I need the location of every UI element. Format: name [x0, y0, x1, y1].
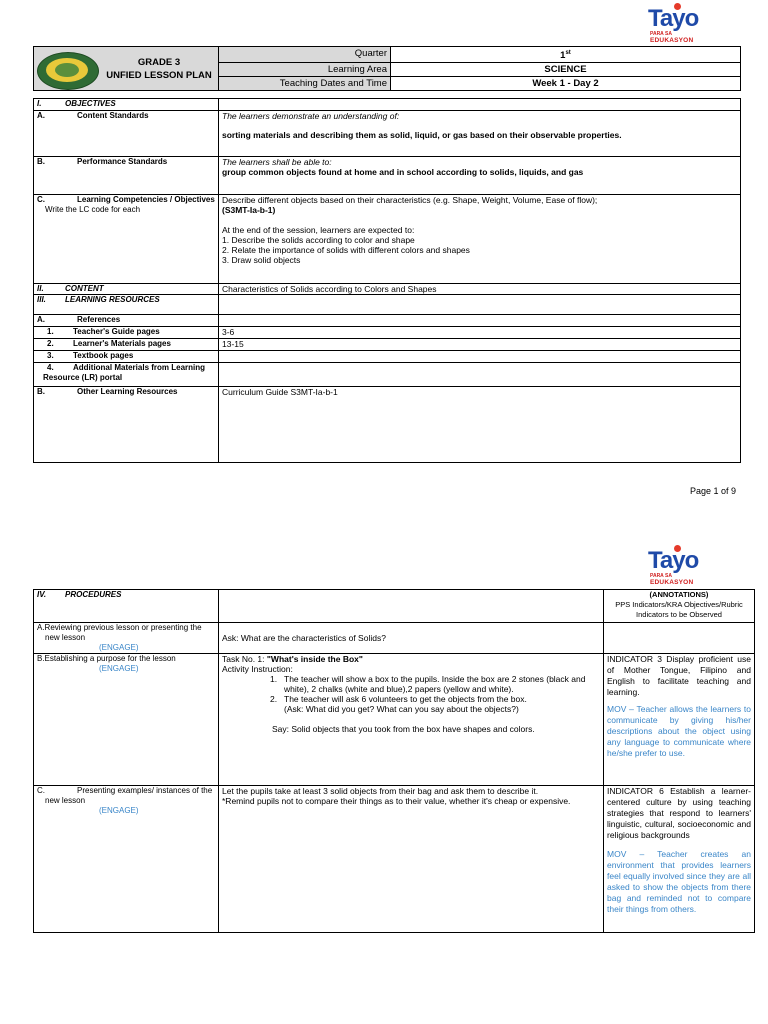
quarter-label: Quarter	[219, 47, 391, 63]
textbook-label: 3. Textbook pages	[34, 351, 219, 363]
lesson-header-table	[33, 46, 741, 91]
content-standards-label: A. Content Standards	[34, 111, 219, 157]
learning-area-value: SCIENCE	[391, 63, 741, 77]
logo-sub2: EDUKASYON	[650, 579, 694, 586]
teaching-dates-label: Teaching Dates and Time	[219, 77, 391, 91]
logo-text: Tayo	[648, 5, 699, 32]
indicator-3-annotation: INDICATOR 3 Display proficient use of Mother Tongue, Filipino and English to facilitate teaching and learning. MOV – Teacher allows the learners to communicate by giving his/her descriptions about the object using any language to communicate where he/she prefer to use.	[604, 654, 755, 786]
logo-sub2: EDUKASYON	[650, 37, 694, 44]
textbook-value	[219, 351, 741, 363]
logo-text: Tayo	[648, 547, 699, 574]
content-value: Characteristics of Solids according to Colors and Shapes	[219, 284, 741, 295]
other-resources-value: Curriculum Guide S3MT-Ia-b-1	[219, 387, 741, 463]
performance-standards-value: The learners shall be able to: group common objects found at home and in school according to solids, liquids, and gas	[219, 157, 741, 195]
references-label: A. References	[34, 315, 219, 327]
presenting-examples-body: Let the pupils take at least 3 solid objects from their bag and ask them to describe it. *Remind pupils not to compare their things as to their value, whether it's cheap or expensive.	[219, 786, 604, 933]
competencies-label: C. Learning Competencies / Objectives Write the LC code for each	[34, 195, 219, 284]
additional-materials-label: 4. Additional Materials from Learning Resource (LR) portal	[34, 363, 219, 387]
content-standards-value: The learners demonstrate an understanding of: sorting materials and describing them as solid, liquid, or gas based on their observable properties.	[219, 111, 741, 157]
grade-label: GRADE 3	[137, 57, 181, 68]
annotations-heading: (ANNOTATIONS) PPS Indicators/KRA Objectives/Rubric Indicators to be Observed	[604, 590, 755, 623]
competencies-value: Describe different objects based on their characteristics (e.g. Shape, Weight, Volume, Ease of flow); (S3MT-Ia-b-1) At the end of the session, learners are expected to: 1. Describe the solids according to color and shape 2. Relate the importance of solids with different colors and shapes 3. Draw solid objects	[219, 195, 741, 284]
presenting-examples-label: C. Presenting examples/ instances of the new lesson (ENGAGE)	[34, 786, 219, 933]
learning-area-label: Learning Area	[219, 63, 391, 77]
plan-label: UNFIED LESSON PLAN	[106, 70, 212, 81]
logo-sub1: PARA SA	[650, 31, 672, 37]
indicator-6-annotation: INDICATOR 6 Establish a learner-centered culture by using teaching strategies that respond to learners' linguistic, cultural, socioeconomic and religious backgrounds MOV – Teacher creates an environment that provides learners feel equally involved since they are all asked to show the objects from there bag and reminded not to compare their things from others.	[604, 786, 755, 933]
tayo-logo	[644, 5, 699, 46]
page-number: Page 1 of 9	[689, 486, 736, 496]
reviewing-lesson-label: A.Reviewing previous lesson or presenting the new lesson (ENGAGE)	[34, 623, 219, 654]
tayo-logo-page2	[644, 547, 699, 588]
objectives-heading: I. OBJECTIVES	[34, 99, 219, 111]
establishing-purpose-label: B.Establishing a purpose for the lesson (ENGAGE)	[34, 654, 219, 786]
header-title-cell	[34, 47, 219, 91]
deped-seal-icon	[37, 52, 99, 90]
resources-heading: III. LEARNING RESOURCES	[34, 295, 219, 315]
page-2	[0, 540, 768, 1024]
content-heading: II. CONTENT	[34, 284, 219, 295]
learners-materials-value: 13-15	[219, 339, 741, 351]
procedures-heading: IV. PROCEDURES	[34, 590, 219, 623]
establishing-purpose-body: Task No. 1: "What's inside the Box" Activity Instruction: 1. The teacher will show a box to the pupils. Inside the box are 2 stones (black and white), 2 chalks (white and blue),2 papers (yellow and white). 2. The teacher will ask 6 volunteers to get the objects from the box. (Ask: What did you get? What can you say about the objects?) Say: Solid objects that you took from the box have shapes and colors.	[219, 654, 604, 786]
additional-materials-value	[219, 363, 741, 387]
performance-standards-label: B. Performance Standards	[34, 157, 219, 195]
teaching-dates-value: Week 1 - Day 2	[391, 77, 741, 91]
procedures-table	[33, 589, 755, 933]
other-resources-label: B. Other Learning Resources	[34, 387, 219, 463]
teachers-guide-value: 3-6	[219, 327, 741, 339]
learners-materials-label: 2. Learner's Materials pages	[34, 339, 219, 351]
teachers-guide-label: 1. Teacher's Guide pages	[34, 327, 219, 339]
reviewing-lesson-body: Ask: What are the characteristics of Solids?	[219, 623, 604, 654]
objectives-table	[33, 98, 741, 463]
logo-sub1: PARA SA	[650, 573, 672, 579]
quarter-value: 1st	[391, 47, 741, 63]
